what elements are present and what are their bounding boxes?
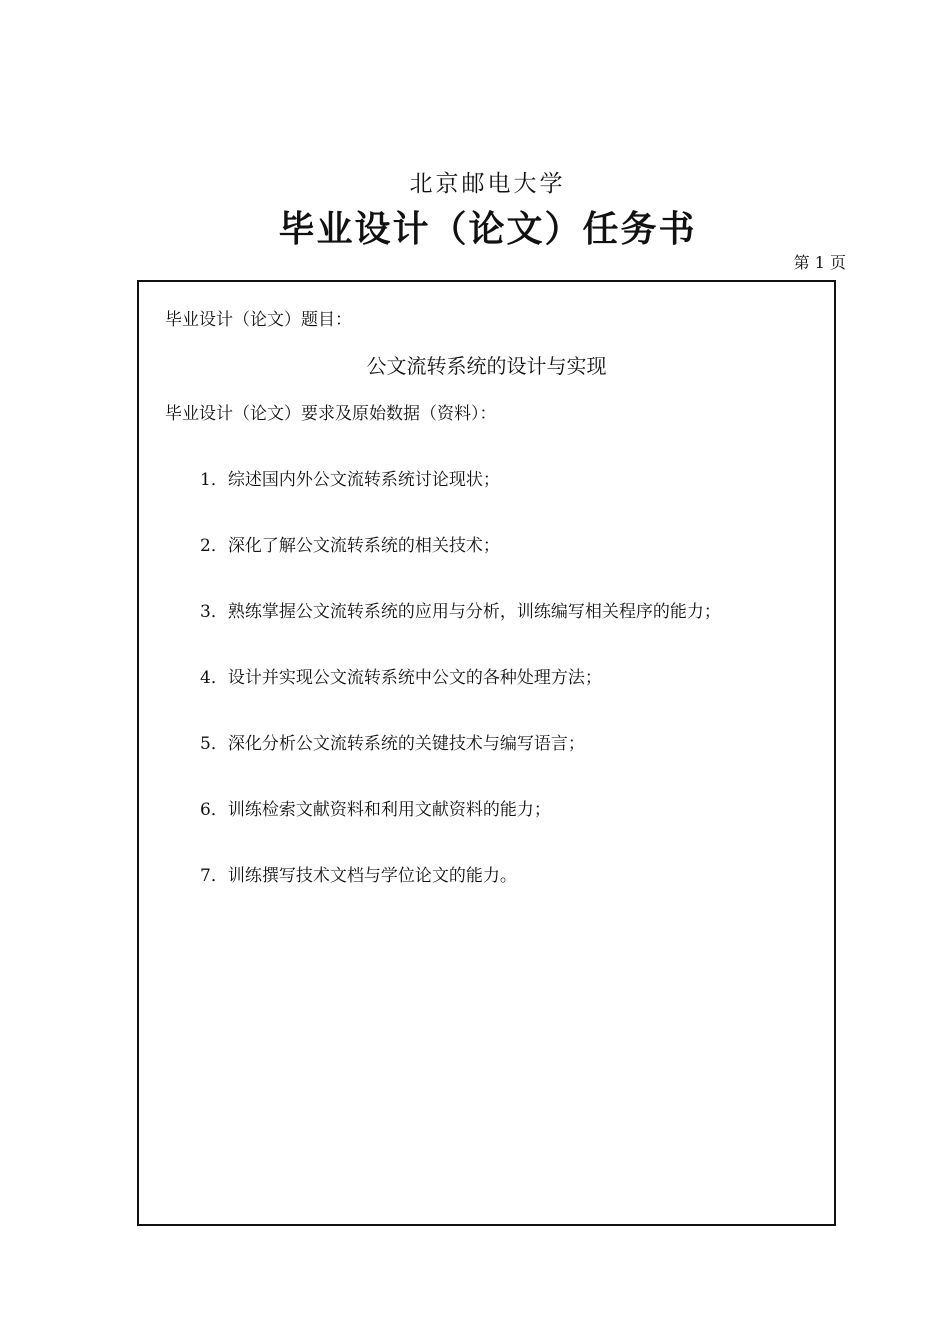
topic-label: 毕业设计（论文）题目：	[165, 310, 352, 330]
university-name: 北京邮电大学	[409, 171, 566, 197]
task-form-box	[137, 280, 836, 1226]
requirement-item: 7．训练撰写技术文档与学位论文的能力。	[200, 866, 517, 886]
requirement-item: 2．深化了解公文流转系统的相关技术；	[200, 536, 500, 556]
thesis-topic: 公文流转系统的设计与实现	[366, 354, 607, 378]
requirement-item: 6．训练检索文献资料和利用文献资料的能力；	[200, 800, 551, 820]
requirements-list	[200, 467, 721, 929]
requirements-label: 毕业设计（论文）要求及原始数据（资料）：	[165, 404, 497, 424]
requirement-item: 4．设计并实现公文流转系统中公文的各种处理方法；	[200, 668, 602, 688]
requirement-item: 3．熟练掌握公文流转系统的应用与分析，训练编写相关程序的能力；	[200, 602, 721, 622]
document-title: 毕业设计（论文）任务书	[278, 208, 697, 250]
requirement-item: 1．综述国内外公文流转系统讨论现状；	[200, 470, 500, 490]
requirement-item: 5．深化分析公文流转系统的关键技术与编写语言；	[200, 734, 585, 754]
page-number: 第 1 页	[793, 253, 846, 272]
